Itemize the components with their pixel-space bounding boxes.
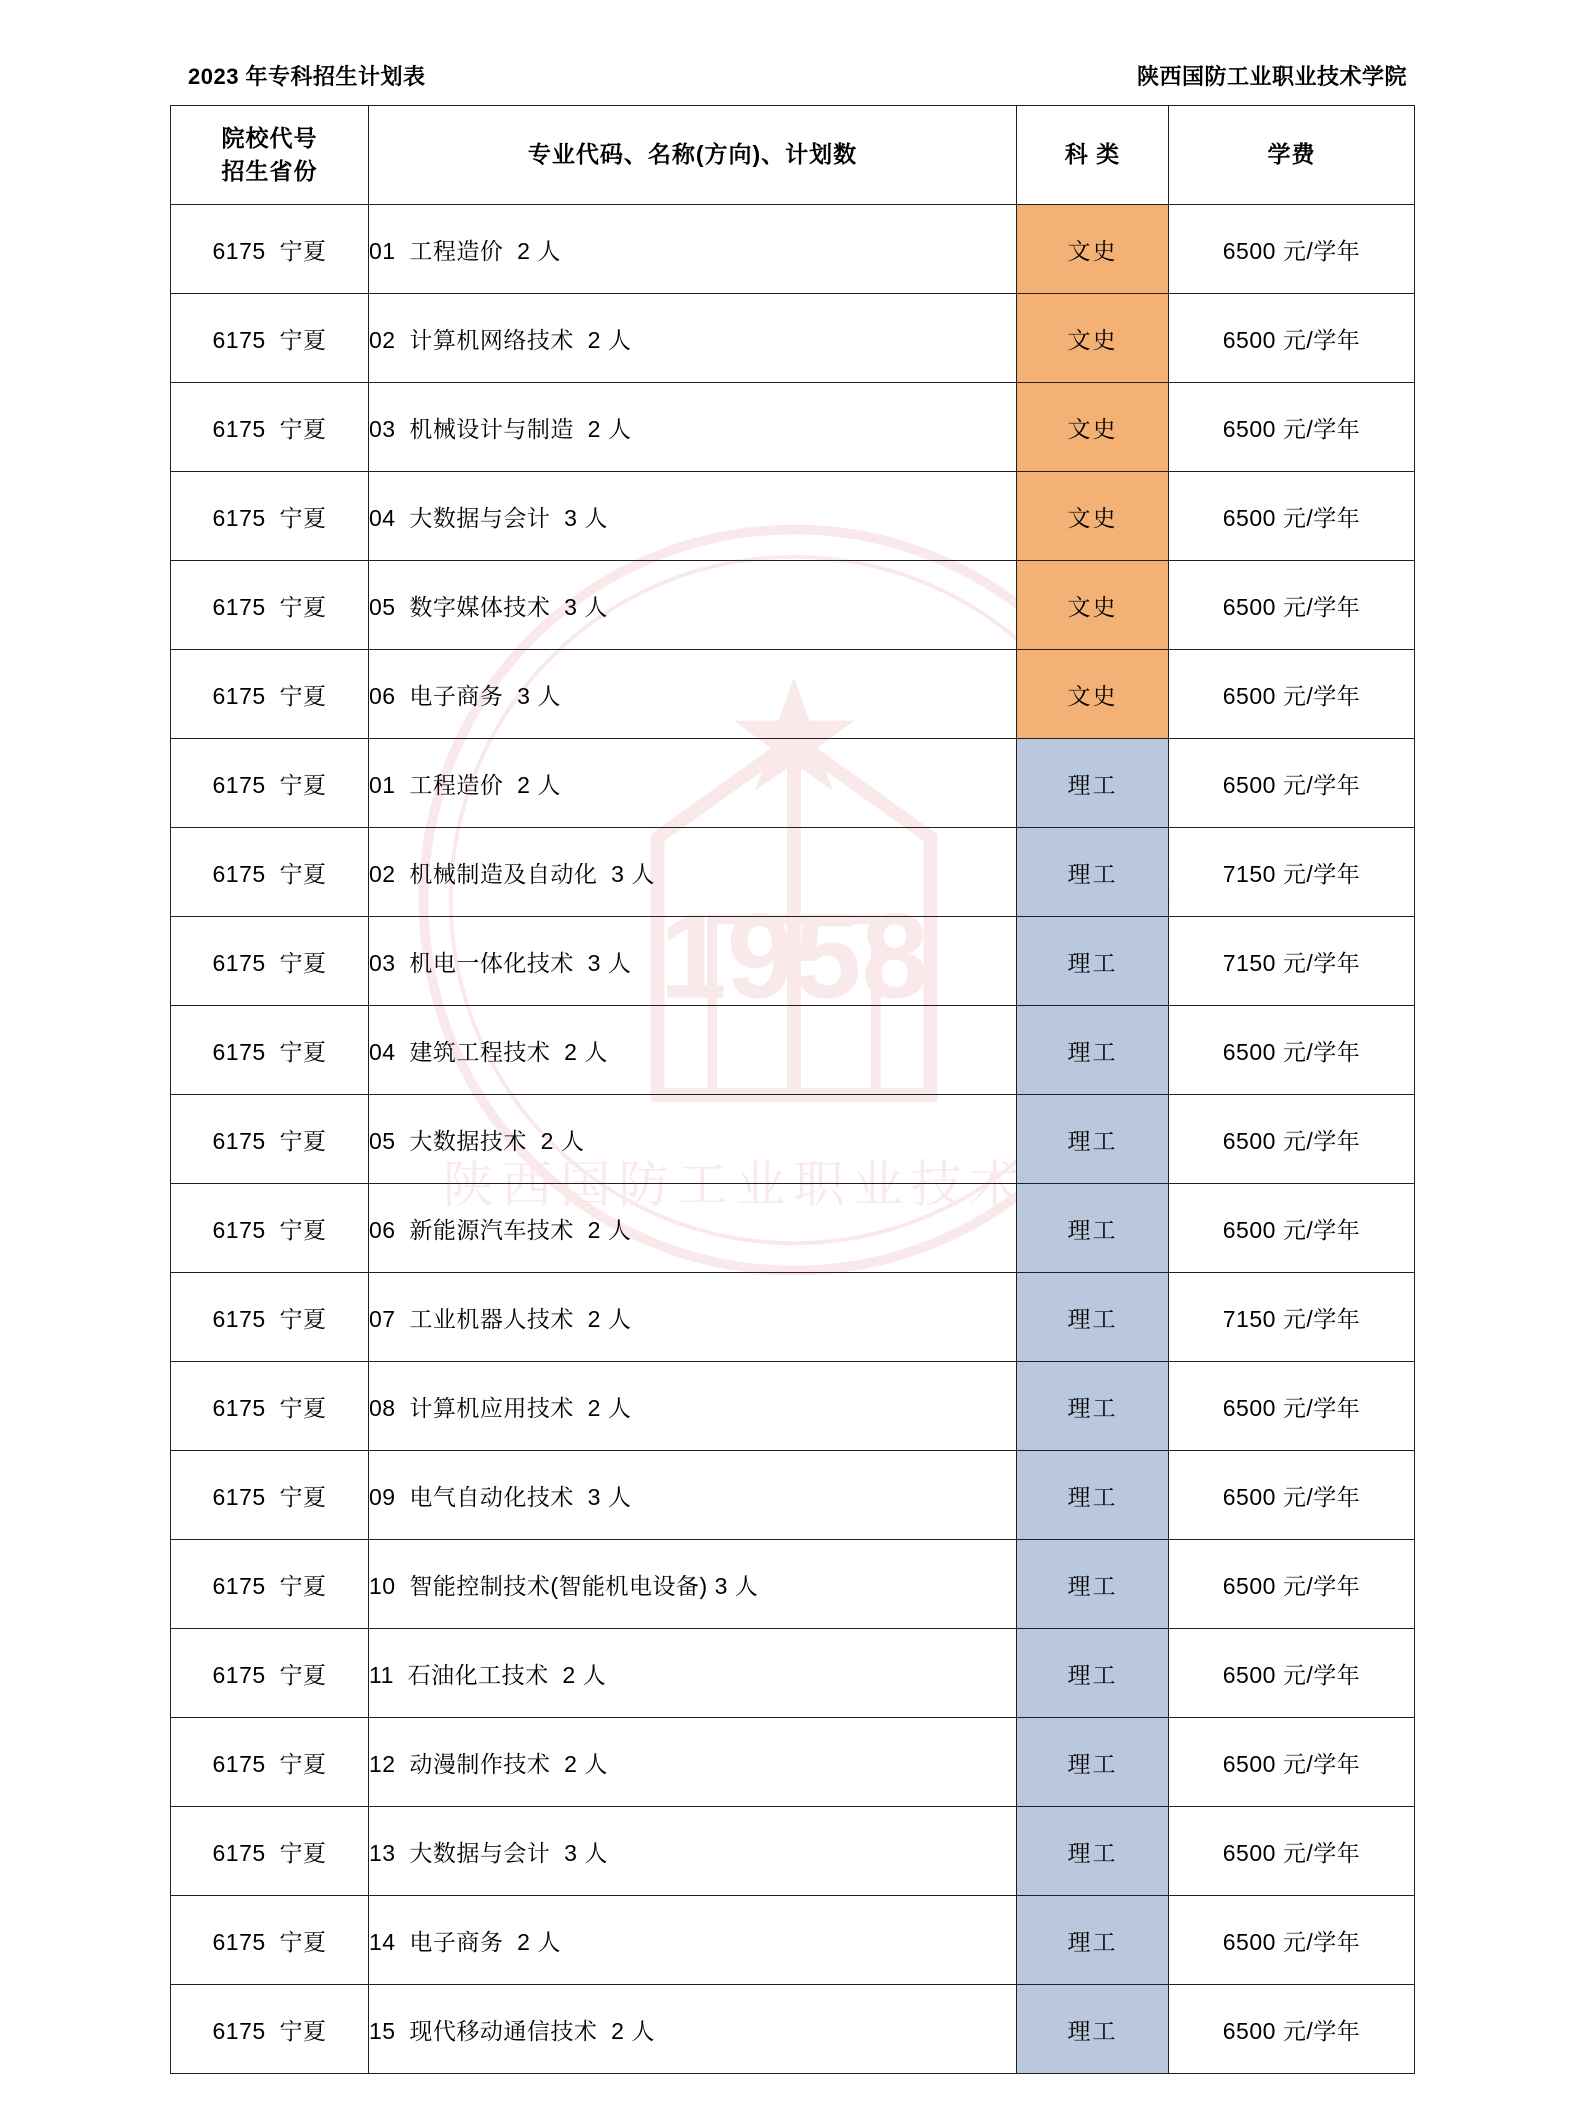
table-row	[171, 561, 1415, 650]
cell-major: 03 机械设计与制造 2 人	[369, 383, 1017, 472]
cell-major: 09 电气自动化技术 3 人	[369, 1451, 1017, 1540]
cell-major: 03 机电一体化技术 3 人	[369, 917, 1017, 1006]
cell-school-code-province: 6175 宁夏	[171, 1985, 369, 2074]
table-row	[171, 1184, 1415, 1273]
cell-school-code-province: 6175 宁夏	[171, 828, 369, 917]
cell-category: 理工	[1017, 1451, 1169, 1540]
cell-category: 理工	[1017, 1629, 1169, 1718]
cell-category: 理工	[1017, 1184, 1169, 1273]
cell-school-code-province: 6175 宁夏	[171, 1540, 369, 1629]
cell-category: 理工	[1017, 1362, 1169, 1451]
cell-category: 文史	[1017, 561, 1169, 650]
cell-category: 文史	[1017, 472, 1169, 561]
cell-school-code-province: 6175 宁夏	[171, 472, 369, 561]
column-header-code-line2: 招生省份	[221, 158, 318, 184]
cell-major: 02 机械制造及自动化 3 人	[369, 828, 1017, 917]
cell-fee: 6500 元/学年	[1169, 739, 1415, 828]
cell-fee: 7150 元/学年	[1169, 1273, 1415, 1362]
cell-fee: 6500 元/学年	[1169, 1095, 1415, 1184]
table-row	[171, 1451, 1415, 1540]
cell-fee: 6500 元/学年	[1169, 294, 1415, 383]
cell-category: 理工	[1017, 1273, 1169, 1362]
table-row	[171, 1718, 1415, 1807]
cell-fee: 6500 元/学年	[1169, 1184, 1415, 1273]
cell-major: 10 智能控制技术(智能机电设备) 3 人	[369, 1540, 1017, 1629]
cell-fee: 6500 元/学年	[1169, 472, 1415, 561]
cell-fee: 6500 元/学年	[1169, 561, 1415, 650]
column-header-major: 专业代码、名称(方向)、计划数	[369, 106, 1017, 205]
cell-major: 04 建筑工程技术 2 人	[369, 1006, 1017, 1095]
table-row	[171, 1095, 1415, 1184]
cell-category: 理工	[1017, 1006, 1169, 1095]
cell-school-code-province: 6175 宁夏	[171, 739, 369, 828]
cell-fee: 6500 元/学年	[1169, 1540, 1415, 1629]
table-row	[171, 294, 1415, 383]
table-row	[171, 383, 1415, 472]
cell-school-code-province: 6175 宁夏	[171, 1807, 369, 1896]
cell-category: 文史	[1017, 383, 1169, 472]
column-header-code-line1: 院校代号	[221, 124, 318, 151]
cell-fee: 7150 元/学年	[1169, 917, 1415, 1006]
svg-text:陕西国防工业职业技术学院: 陕西国防工业职业技术学院	[442, 1156, 1145, 1214]
cell-category: 理工	[1017, 1540, 1169, 1629]
table-row	[171, 828, 1415, 917]
cell-major: 15 现代移动通信技术 2 人	[369, 1985, 1017, 2074]
cell-fee: 6500 元/学年	[1169, 1896, 1415, 1985]
cell-category: 理工	[1017, 1718, 1169, 1807]
cell-school-code-province: 6175 宁夏	[171, 1629, 369, 1718]
cell-major: 13 大数据与会计 3 人	[369, 1807, 1017, 1896]
cell-school-code-province: 6175 宁夏	[171, 917, 369, 1006]
cell-school-code-province: 6175 宁夏	[171, 561, 369, 650]
cell-fee: 6500 元/学年	[1169, 1362, 1415, 1451]
header-left-title: 2023 年专科招生计划表	[188, 64, 426, 89]
cell-fee: 7150 元/学年	[1169, 828, 1415, 917]
cell-major: 01 工程造价 2 人	[369, 739, 1017, 828]
cell-fee: 6500 元/学年	[1169, 1807, 1415, 1896]
admission-plan-table	[170, 105, 1415, 2074]
table-row	[171, 1896, 1415, 1985]
cell-school-code-province: 6175 宁夏	[171, 1896, 369, 1985]
cell-category: 理工	[1017, 1985, 1169, 2074]
table-row	[171, 1273, 1415, 1362]
column-header-category: 科 类	[1017, 106, 1169, 205]
cell-fee: 6500 元/学年	[1169, 1718, 1415, 1807]
cell-major: 02 计算机网络技术 2 人	[369, 294, 1017, 383]
cell-category: 理工	[1017, 1807, 1169, 1896]
cell-major: 05 大数据技术 2 人	[369, 1095, 1017, 1184]
cell-category: 理工	[1017, 828, 1169, 917]
cell-school-code-province: 6175 宁夏	[171, 1362, 369, 1451]
column-header-code	[171, 106, 369, 205]
cell-fee: 6500 元/学年	[1169, 1006, 1415, 1095]
cell-category: 理工	[1017, 739, 1169, 828]
cell-school-code-province: 6175 宁夏	[171, 294, 369, 383]
cell-major: 07 工业机器人技术 2 人	[369, 1273, 1017, 1362]
table-row	[171, 1540, 1415, 1629]
page-header	[170, 60, 1417, 105]
table-body	[171, 205, 1415, 2074]
table-row	[171, 1985, 1415, 2074]
cell-fee: 6500 元/学年	[1169, 383, 1415, 472]
table-row	[171, 650, 1415, 739]
cell-fee: 6500 元/学年	[1169, 1985, 1415, 2074]
table-row	[171, 1362, 1415, 1451]
cell-fee: 6500 元/学年	[1169, 1451, 1415, 1540]
cell-major: 12 动漫制作技术 2 人	[369, 1718, 1017, 1807]
cell-major: 04 大数据与会计 3 人	[369, 472, 1017, 561]
table-row	[171, 1807, 1415, 1896]
table-row	[171, 1629, 1415, 1718]
cell-category: 理工	[1017, 917, 1169, 1006]
cell-fee: 6500 元/学年	[1169, 1629, 1415, 1718]
cell-fee: 6500 元/学年	[1169, 650, 1415, 739]
cell-category: 文史	[1017, 294, 1169, 383]
cell-major: 05 数字媒体技术 3 人	[369, 561, 1017, 650]
header-right-title: 陕西国防工业职业技术学院	[1136, 64, 1407, 89]
cell-school-code-province: 6175 宁夏	[171, 1451, 369, 1540]
cell-school-code-province: 6175 宁夏	[171, 1095, 369, 1184]
cell-category: 理工	[1017, 1095, 1169, 1184]
cell-school-code-province: 6175 宁夏	[171, 1006, 369, 1095]
cell-fee: 6500 元/学年	[1169, 205, 1415, 294]
cell-major: 11 石油化工技术 2 人	[369, 1629, 1017, 1718]
table-row	[171, 739, 1415, 828]
table-row	[171, 917, 1415, 1006]
cell-major: 06 新能源汽车技术 2 人	[369, 1184, 1017, 1273]
table-header-row	[171, 106, 1415, 205]
table-row	[171, 1006, 1415, 1095]
cell-school-code-province: 6175 宁夏	[171, 383, 369, 472]
cell-category: 文史	[1017, 650, 1169, 739]
svg-text:1958: 1958	[659, 888, 928, 1024]
cell-major: 01 工程造价 2 人	[369, 205, 1017, 294]
cell-school-code-province: 6175 宁夏	[171, 1718, 369, 1807]
cell-category: 理工	[1017, 1896, 1169, 1985]
table-row	[171, 472, 1415, 561]
cell-category: 文史	[1017, 205, 1169, 294]
cell-school-code-province: 6175 宁夏	[171, 650, 369, 739]
cell-school-code-province: 6175 宁夏	[171, 1184, 369, 1273]
cell-major: 08 计算机应用技术 2 人	[369, 1362, 1017, 1451]
cell-major: 06 电子商务 3 人	[369, 650, 1017, 739]
column-header-fee: 学费	[1169, 106, 1415, 205]
table-row	[171, 205, 1415, 294]
cell-school-code-province: 6175 宁夏	[171, 1273, 369, 1362]
cell-major: 14 电子商务 2 人	[369, 1896, 1017, 1985]
cell-school-code-province: 6175 宁夏	[171, 205, 369, 294]
